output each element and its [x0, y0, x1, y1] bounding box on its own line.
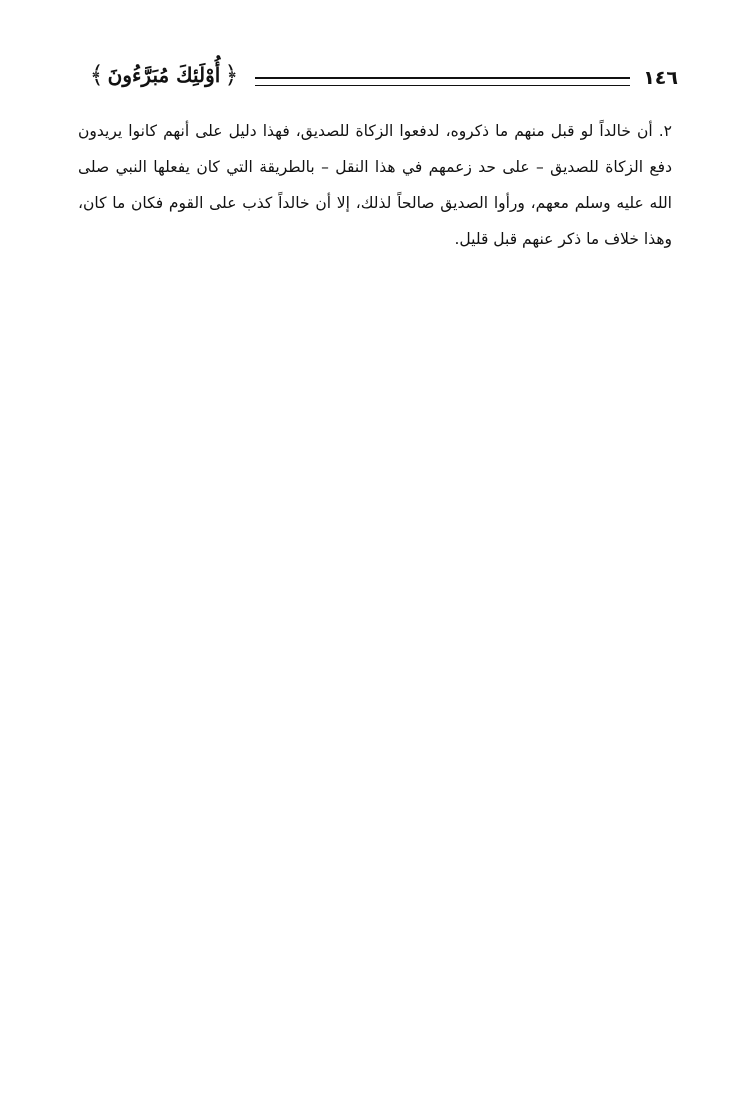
page-number: ١٤٦ [643, 67, 678, 89]
header-rule [255, 77, 630, 86]
running-title-text: أُوْلَئِكَ مُبَرَّءُونَ [107, 63, 221, 87]
ornament-bracket-left-icon: ﴾ [89, 61, 104, 89]
ornament-bracket-right-icon: ﴿ [224, 61, 239, 89]
body-paragraph: ٢. أن خالداً لو قبل منهم ما ذكروه، لدفعوا الزكاة للصديق، فهذا دليل على أنهم كانوا يريدون دفع الزكاة للصديق – على حد زعمهم في هذا النقل – بالطريقة التي كان يفعلها النبي صلى الله عليه وسلم معهم، ورأوا الصديق صالحاً لذلك، إلا أن خالداً كذب على القوم فكان ما كان، وهذا خلاف ما ذكر عنهم قبل قليل. [78, 122, 672, 248]
page-header [78, 55, 678, 95]
page-content [78, 113, 672, 257]
running-title [78, 55, 250, 95]
